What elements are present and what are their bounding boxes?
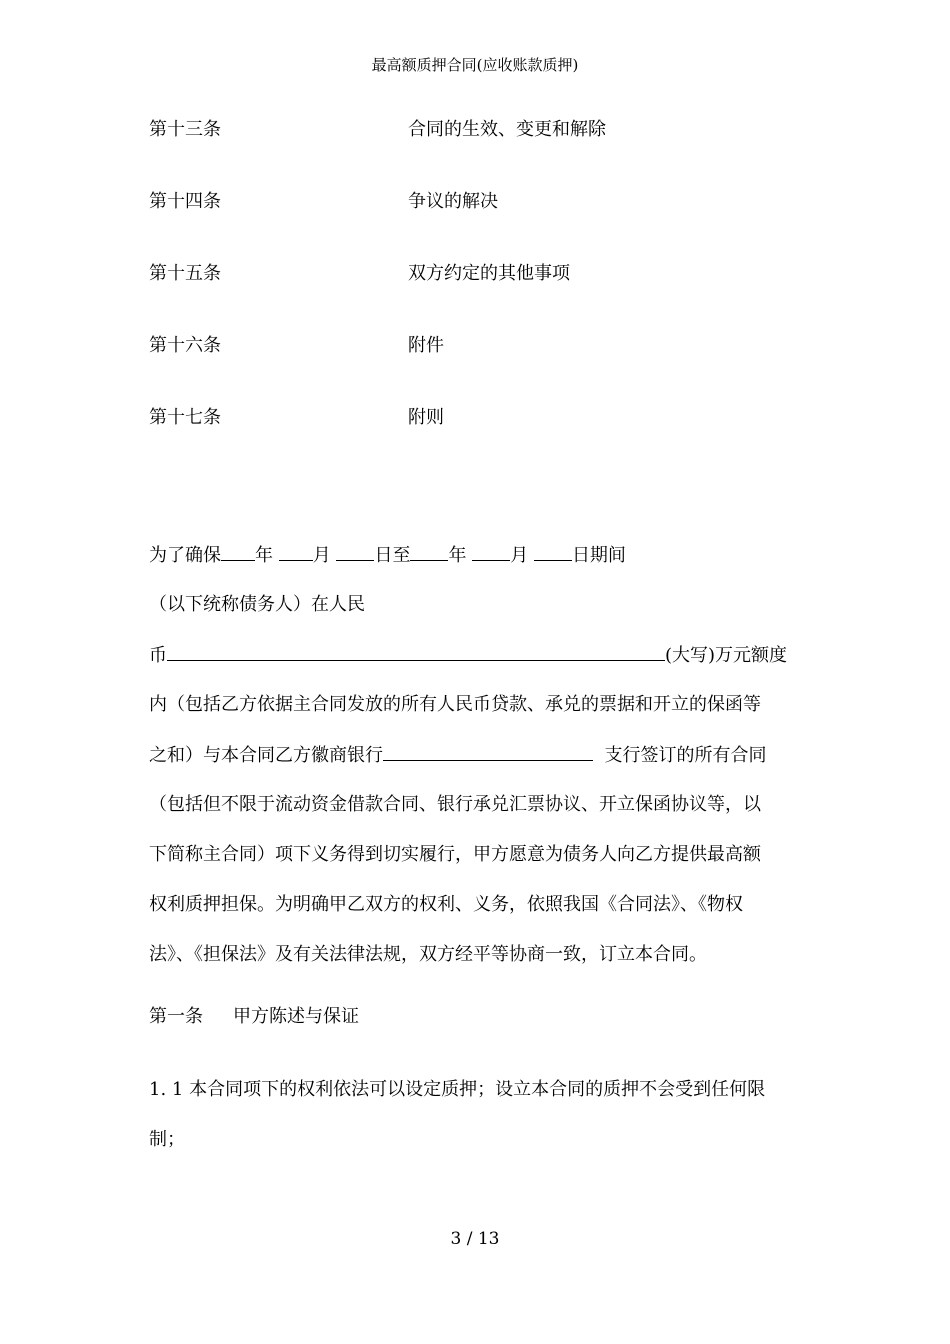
preamble-text: 之和）与本合同乙方徽商银行 bbox=[149, 745, 383, 766]
toc-article-title: 合同的生效、变更和解除 bbox=[408, 119, 606, 140]
preamble-line bbox=[149, 542, 809, 592]
preamble-text: 月 bbox=[510, 545, 529, 566]
toc-item bbox=[149, 405, 809, 477]
toc-article-number: 第十六条 bbox=[149, 335, 221, 356]
page-footer bbox=[0, 1228, 950, 1250]
toc-item bbox=[149, 117, 809, 189]
section-heading bbox=[149, 1004, 809, 1077]
preamble-text: （以下统称债务人）在人民 bbox=[149, 594, 365, 615]
toc-article-title: 双方约定的其他事项 bbox=[408, 263, 570, 284]
page-number: 3 / 13 bbox=[450, 1229, 500, 1249]
toc-item bbox=[149, 333, 809, 405]
end-month-blank[interactable] bbox=[472, 542, 510, 561]
preamble-line bbox=[149, 792, 809, 842]
toc-article-number: 第十三条 bbox=[149, 119, 221, 140]
clause-text: 1. 1 本合同项下的权利依法可以设定质押；设立本合同的质押不会受到任何限 bbox=[149, 1079, 766, 1100]
preamble-text: 日至 bbox=[374, 545, 411, 566]
document-title: 最高额质押合同(应收账款质押) bbox=[371, 56, 579, 74]
toc-article-title: 附件 bbox=[408, 335, 444, 356]
toc-article-number: 第十五条 bbox=[149, 263, 221, 284]
table-of-contents bbox=[149, 117, 809, 477]
toc-article-title: 争议的解决 bbox=[408, 191, 498, 212]
clause-line bbox=[149, 1077, 809, 1127]
preamble-text: 月 bbox=[312, 545, 331, 566]
preamble-text: 支行签订的所有合同 bbox=[604, 745, 767, 766]
end-day-blank[interactable] bbox=[534, 542, 572, 561]
preamble-line bbox=[149, 692, 809, 742]
preamble-line bbox=[149, 892, 809, 942]
preamble-line bbox=[149, 842, 809, 892]
start-day-blank[interactable] bbox=[336, 542, 374, 561]
clause-text: 制； bbox=[149, 1129, 185, 1150]
preamble-text: 年 bbox=[255, 545, 273, 566]
preamble-text: 币 bbox=[149, 645, 167, 666]
preamble-line bbox=[149, 742, 809, 792]
start-month-blank[interactable] bbox=[279, 542, 313, 561]
preamble-text: 年 bbox=[448, 545, 467, 566]
preamble-line bbox=[149, 942, 809, 1004]
toc-article-number: 第十四条 bbox=[149, 191, 221, 212]
end-year-blank[interactable] bbox=[410, 542, 448, 561]
preamble-line bbox=[149, 642, 809, 692]
document-header bbox=[0, 55, 950, 75]
preamble-text: （包括但不限于流动资金借款合同、银行承兑汇票协议、开立保函协议等，以 bbox=[149, 794, 761, 815]
toc-article-number: 第十七条 bbox=[149, 407, 221, 428]
preamble-text: 内（包括乙方依据主合同发放的所有人民币贷款、承兑的票据和开立的保函等 bbox=[149, 694, 761, 715]
preamble-line bbox=[149, 592, 809, 642]
preamble-text: 日期间 bbox=[571, 545, 626, 566]
amount-blank[interactable] bbox=[167, 642, 665, 661]
toc-article-title: 附则 bbox=[408, 407, 444, 428]
toc-item bbox=[149, 261, 809, 333]
toc-item bbox=[149, 189, 809, 261]
preamble-text: 下简称主合同）项下义务得到切实履行，甲方愿意为债务人向乙方提供最高额 bbox=[149, 844, 761, 865]
preamble-text: 法》、《担保法》及有关法律法规，双方经平等协商一致，订立本合同。 bbox=[149, 944, 707, 965]
preamble-text: 权利质押担保。为明确甲乙双方的权利、义务，依照我国《合同法》、《物权 bbox=[149, 894, 743, 915]
preamble-text: 为了确保 bbox=[149, 545, 221, 566]
section-title: 甲方陈述与保证 bbox=[233, 1006, 359, 1027]
start-year-blank[interactable] bbox=[221, 542, 255, 561]
clause-line bbox=[149, 1127, 809, 1177]
section-number: 第一条 bbox=[149, 1006, 203, 1027]
contract-body bbox=[149, 542, 809, 1177]
branch-name-blank[interactable] bbox=[383, 742, 593, 761]
preamble-text: (大写)万元额度 bbox=[665, 645, 788, 666]
